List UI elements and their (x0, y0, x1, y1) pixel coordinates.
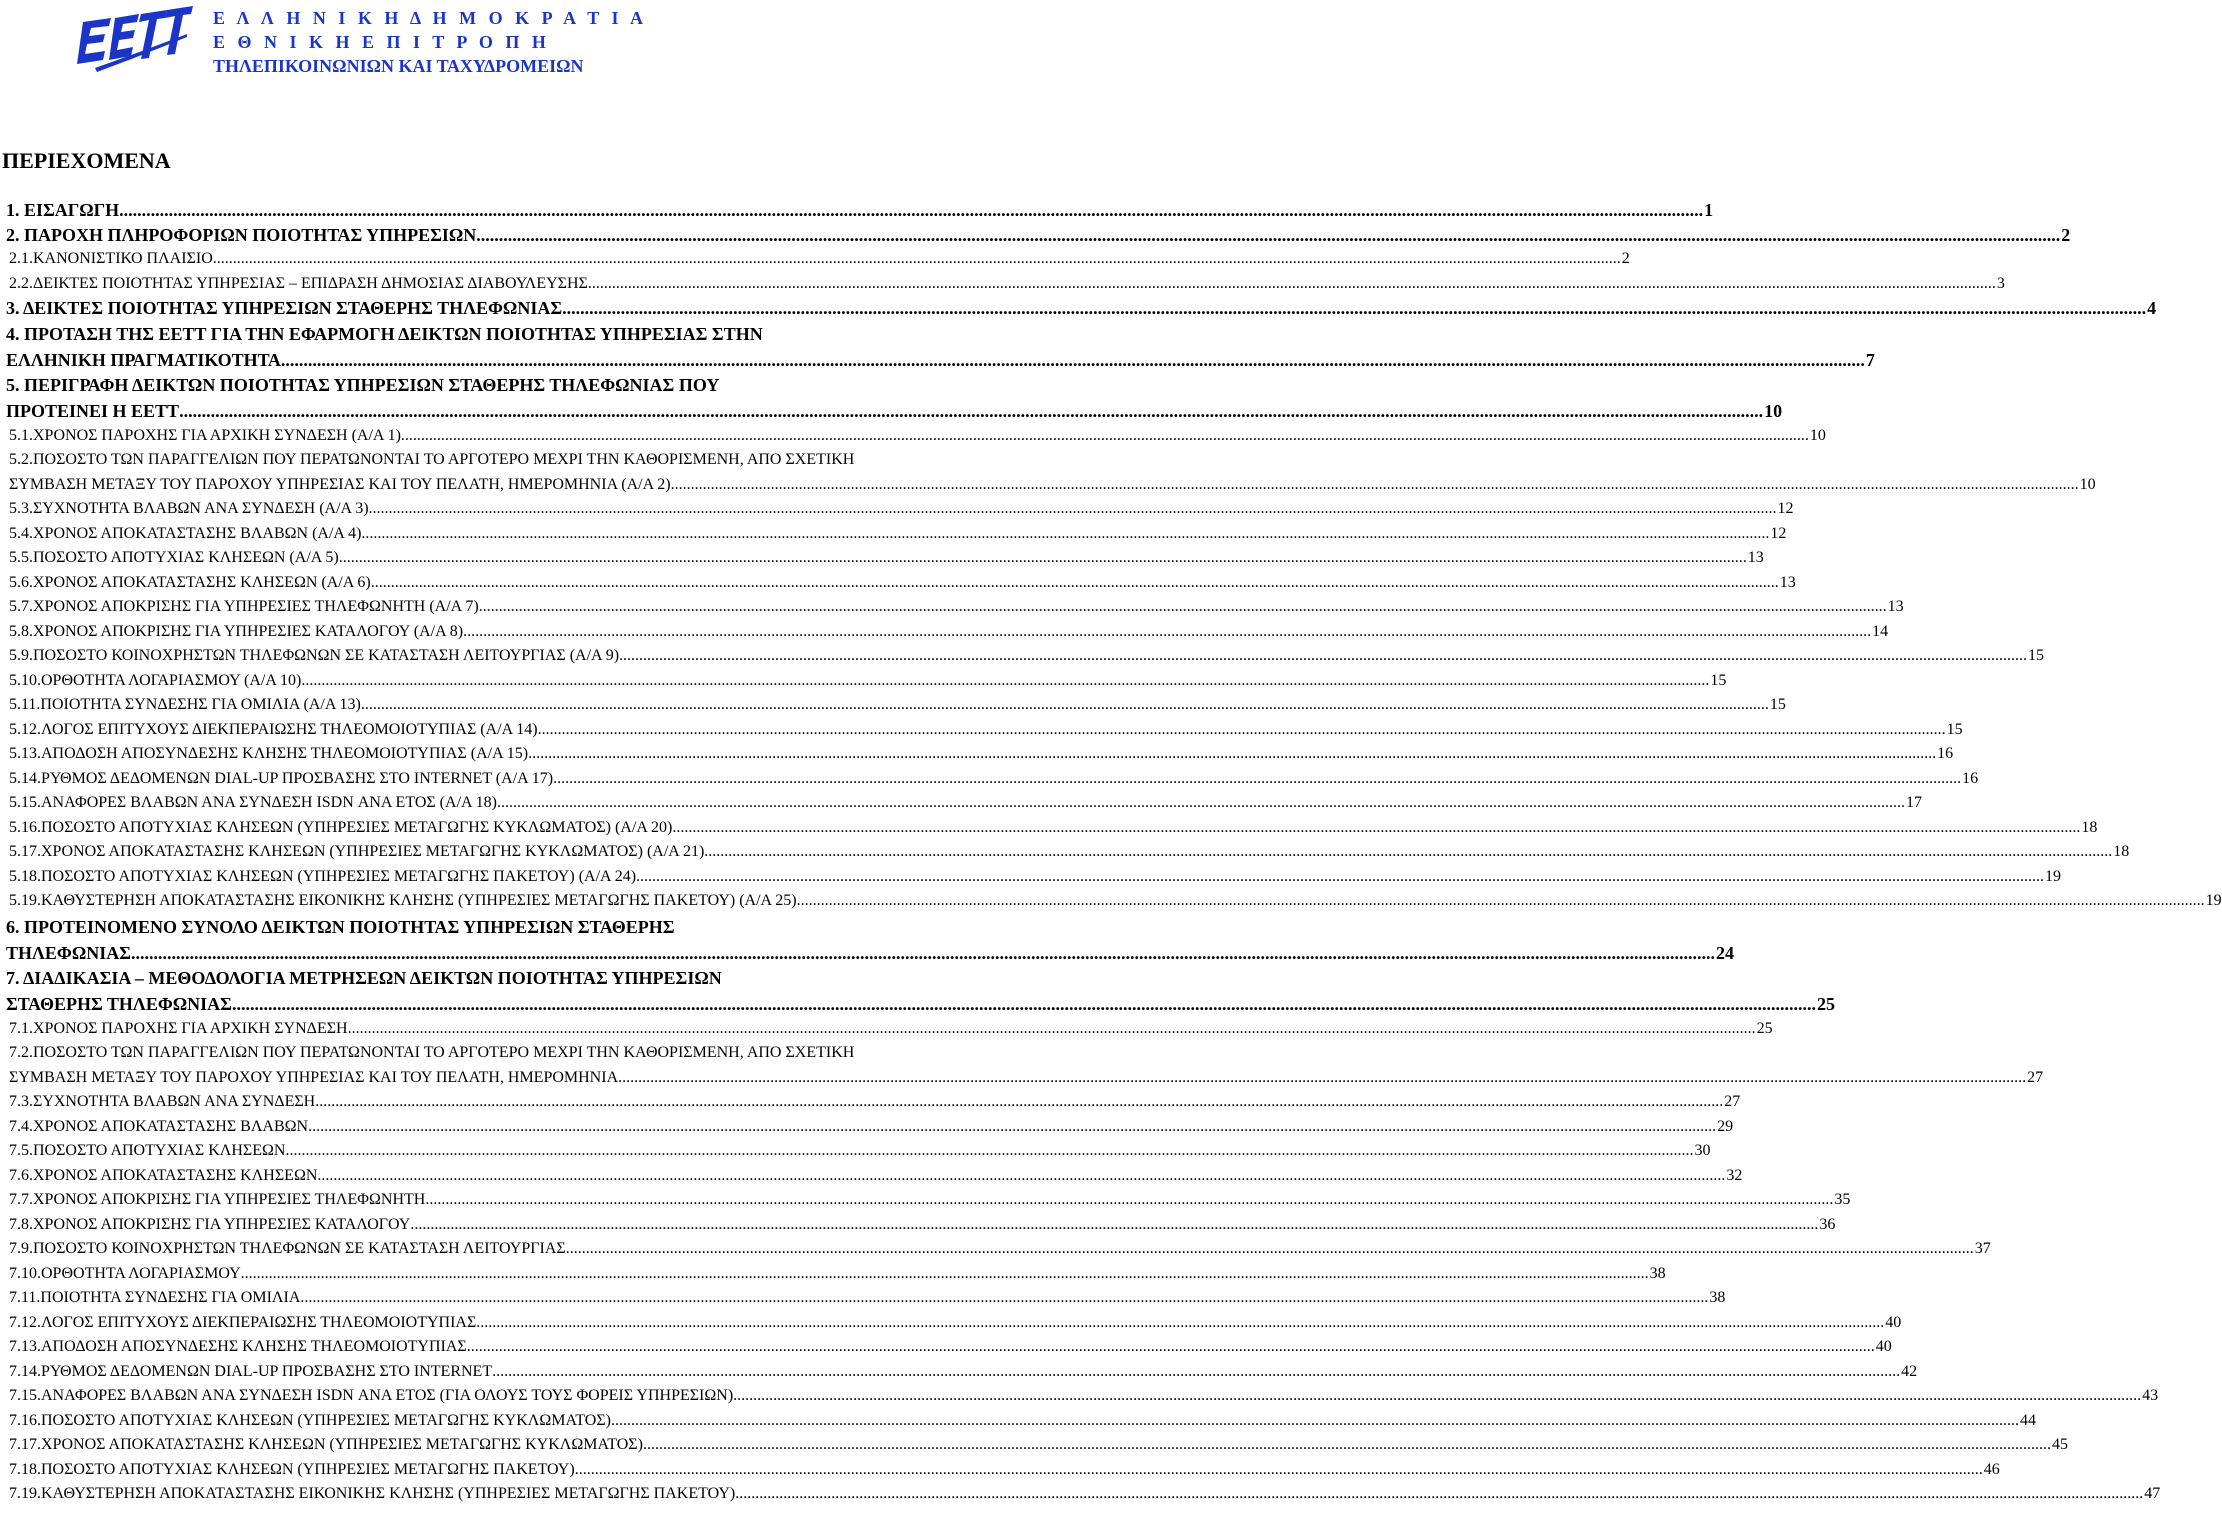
toc-entry[interactable] (0, 1041, 2044, 1090)
toc-page-number: 32 (1726, 1166, 1743, 1184)
dot-leader (618, 1066, 2026, 1091)
toc-entry[interactable] (0, 1360, 1918, 1385)
toc-entry[interactable] (0, 522, 1787, 547)
toc-page-number: 35 (1834, 1191, 1851, 1208)
toc-entry-label: 5.3.ΣΥΧΝΟΤΗΤΑ ΒΛΑΒΩΝ ΑΝΑ ΣΥΝΔΕΣΗ (Α/Α 3) (9, 500, 369, 517)
toc-entry[interactable] (0, 1213, 1836, 1238)
dot-leader (119, 198, 1703, 223)
toc-entry-label: 7.5.ΠΟΣΟΣΤΟ ΑΠΟΤΥΧΙΑΣ ΚΛΗΣΕΩΝ (9, 1142, 286, 1159)
toc-page-number: 16 (1937, 745, 1954, 762)
document-header (0, 0, 960, 90)
toc-entry-label: 2. ΠΑΡΟΧΗ ΠΛΗΡΟΦΟΡΙΩΝ ΠΟΙΟΤΗΤΑΣ ΥΠΗΡΕΣΙΩΝ (6, 224, 477, 245)
toc-entry[interactable] (0, 1311, 1902, 1336)
toc-entry-label: 5.11.ΠΟΙΟΤΗΤΑ ΣΥΝΔΕΣΗΣ ΓΙΑ ΟΜΙΛΙΑ (Α/Α 13) (9, 696, 361, 713)
dot-leader (369, 497, 1777, 522)
toc-entry[interactable] (0, 1458, 2000, 1483)
dot-leader (704, 840, 2112, 865)
toc-page-number: 27 (2027, 1068, 2044, 1086)
dot-leader (463, 620, 1871, 645)
dot-leader (553, 767, 1961, 792)
toc-entry-label: 7.10.ΟΡΘΟΤΗΤΑ ΛΟΓΑΡΙΑΣΜΟΥ (9, 1264, 241, 1282)
toc-page-number: 17 (1906, 794, 1923, 811)
dot-leader (643, 1433, 2051, 1458)
toc-entry-label: 7.13.ΑΠΟΔΟΣΗ ΑΠΟΣΥΝΔΕΣΗΣ ΚΛΗΣΗΣ ΤΗΛΕΟΜΟΙΟΤΥΠΙΑΣ (9, 1338, 467, 1355)
toc-entry-label-line1: 7. ΔΙΑΔΙΚΑΣΙΑ – ΜΕΘΟΔΟΛΟΓΙΑ ΜΕΤΡΗΣΕΩΝ ΔΕΙΚΤΩΝ ΠΟΙΟΤΗΤΑΣ ΥΠΗΡΕΣΙΩΝ (6, 968, 722, 988)
toc-page-number: 19 (2045, 867, 2062, 885)
toc-entry[interactable] (0, 1433, 2068, 1458)
toc-entry-label: 5.9.ΠΟΣΟΣΤΟ ΚΟΙΝΟΧΡΗΣΤΩΝ ΤΗΛΕΦΩΝΩΝ ΣΕ ΚΑΤΑΣΤΑΣΗ ΛΕΙΤΟΥΡΓΙΑΣ (Α/Α 9) (9, 647, 620, 664)
toc-page-number: 19 (2205, 892, 2222, 909)
toc-page-number: 16 (1962, 769, 1979, 787)
toc-page-number: 15 (1710, 671, 1727, 689)
dot-leader (232, 992, 1816, 1017)
dot-leader (315, 1090, 1723, 1115)
toc-entry[interactable] (0, 571, 1796, 596)
toc-entry-label: 7.17.ΧΡΟΝΟΣ ΑΠΟΚΑΤΑΣΤΑΣΗΣ ΚΛΗΣΕΩΝ (ΥΠΗΡΕΣΙΕΣ ΜΕΤΑΓΩΓΗΣ ΚΥΚΛΩΜΑΤΟΣ) (9, 1436, 643, 1453)
toc-page-number: 1 (1704, 200, 1714, 220)
toc-page-number: 15 (1769, 696, 1786, 713)
dot-leader (671, 473, 2079, 498)
dot-leader (348, 1017, 1756, 1042)
dot-leader (528, 742, 1936, 767)
toc-page-number: 18 (2113, 843, 2130, 860)
dot-leader (735, 1482, 2143, 1507)
toc-entry-label-line2: ΣΥΜΒΑΣΗ ΜΕΤΑΞΥ ΤΟΥ ΠΑΡΟΧΟΥ ΥΠΗΡΕΣΙΑΣ ΚΑΙ ΤΟΥ ΠΕΛΑΤΗ, ΗΜΕΡΟΜΗΝΙΑ (Α/Α 2) (9, 475, 671, 493)
toc-entry[interactable] (0, 1384, 2159, 1409)
dot-leader (213, 247, 1621, 272)
toc-page-number: 2 (2061, 224, 2071, 245)
table-of-contents (0, 198, 2222, 1507)
toc-page-number: 47 (2144, 1485, 2161, 1502)
toc-page-number: 18 (2081, 818, 2098, 836)
toc-entry-label-line1: 6. ΠΡΟΤΕΙΝΟΜΕΝΟ ΣΥΝΟΛΟ ΔΕΙΚΤΩΝ ΠΟΙΟΤΗΤΑΣ ΥΠΗΡΕΣΙΩΝ ΣΤΑΘΕΡΗΣ (6, 916, 675, 937)
dot-leader (361, 693, 1769, 718)
toc-page-number: 44 (2019, 1411, 2036, 1429)
toc-page-number: 12 (1777, 500, 1794, 517)
toc-page-number: 14 (1872, 622, 1889, 640)
toc-entry-label: 7.3.ΣΥΧΝΟΤΗΤΑ ΒΛΑΒΩΝ ΑΝΑ ΣΥΝΔΕΣΗ (9, 1093, 316, 1110)
toc-page-number: 12 (1770, 524, 1787, 542)
toc-entry[interactable] (0, 247, 1630, 272)
toc-entry-label: 5.14.ΡΥΘΜΟΣ ΔΕΔΟΜΕΝΩΝ DIAL-UP ΠΡΟΣΒΑΣΗΣ ΣΤΟ INTERNET (Α/Α 17) (9, 769, 554, 787)
toc-entry-label: 1. ΕΙΣΑΓΩΓΗ (6, 200, 120, 220)
toc-entry[interactable] (0, 1286, 1726, 1311)
toc-entry[interactable] (0, 742, 1954, 767)
eett-logo (75, 4, 195, 76)
toc-entry-label-line1: 7.2.ΠΟΣΟΣΤΟ ΤΩΝ ΠΑΡΑΓΓΕΛΙΩΝ ΠΟΥ ΠΕΡΑΤΩΝΟΝΤΑΙ ΤΟ ΑΡΓΟΤΕΡΟ ΜΕΧΡΙ ΤΗΝ ΚΑΘΟΡΙΣΜΕΝΗ, ΑΠΟ ΣΧΕΤΙΚΗ (9, 1044, 855, 1061)
toc-entry[interactable] (0, 497, 1794, 522)
toc-entry-label-line2: ΣΤΑΘΕΡΗΣ ΤΗΛΕΦΩΝΙΑΣ (6, 994, 232, 1014)
toc-entry-label-line2: ΕΛΛΗΝΙΚΗ ΠΡΑΓΜΑΤΙΚΟΤΗΤΑ (6, 349, 281, 370)
toc-entry[interactable] (0, 1164, 1743, 1189)
dot-leader (476, 223, 2060, 248)
dot-leader (575, 1458, 1983, 1483)
toc-entry-label: 7.18.ΠΟΣΟΣΤΟ ΑΠΟΤΥΧΙΑΣ ΚΛΗΣΕΩΝ (ΥΠΗΡΕΣΙΕΣ ΜΕΤΑΓΩΓΗΣ ΠΑΚΕΤΟΥ) (9, 1460, 575, 1478)
dot-leader (308, 1115, 1716, 1140)
dot-leader (588, 272, 1996, 297)
dot-leader (562, 296, 2146, 321)
toc-entry[interactable] (0, 424, 1826, 449)
dot-leader (371, 571, 1779, 596)
toc-entry-label: 5.18.ΠΟΣΟΣΤΟ ΑΠΟΤΥΧΙΑΣ ΚΛΗΣΕΩΝ (ΥΠΗΡΕΣΙΕΣ ΜΕΤΑΓΩΓΗΣ ΠΑΚΕΤΟΥ) (Α/Α 24) (9, 867, 637, 885)
dot-leader (281, 348, 1865, 373)
toc-entry-label: 5.4.ΧΡΟΝΟΣ ΑΠΟΚΑΤΑΣΤΑΣΗΣ ΒΛΑΒΩΝ (Α/Α 4) (9, 524, 362, 542)
dot-leader (131, 941, 1715, 966)
toc-entry[interactable] (0, 321, 1875, 373)
header-committee: Ε Θ Ν Ι Κ Η Ε Π Ι Τ Ρ Ο Π Η (213, 32, 550, 52)
toc-entry-label: 7.9.ΠΟΣΟΣΤΟ ΚΟΙΝΟΧΡΗΣΤΩΝ ΤΗΛΕΦΩΝΩΝ ΣΕ ΚΑΤΑΣΤΑΣΗ ΛΕΙΤΟΥΡΓΙΑΣ (9, 1240, 566, 1257)
toc-entry[interactable] (0, 198, 1714, 223)
toc-entry[interactable] (0, 1139, 1711, 1164)
toc-entry-label-line2: ΣΥΜΒΑΣΗ ΜΕΤΑΞΥ ΤΟΥ ΠΑΡΟΧΟΥ ΥΠΗΡΕΣΙΑΣ ΚΑΙ ΤΟΥ ΠΕΛΑΤΗ, ΗΜΕΡΟΜΗΝΙΑ (9, 1068, 619, 1086)
toc-entry-label: 5.19.ΚΑΘΥΣΤΕΡΗΣΗ ΑΠΟΚΑΤΑΣΤΑΣΗΣ ΕΙΚΟΝΙΚΗΣ ΚΛΗΣΗΣ (ΥΠΗΡΕΣΙΕΣ ΜΕΤΑΓΩΓΗΣ ΠΑΚΕΤΟΥ) (Α/Α 25) (9, 892, 797, 909)
toc-entry-label: 7.8.ΧΡΟΝΟΣ ΑΠΟΚΡΙΣΗΣ ΓΙΑ ΥΠΗΡΕΣΙΕΣ ΚΑΤΑΛΟΓΟΥ (9, 1215, 411, 1233)
toc-page-number: 10 (1764, 401, 1783, 421)
toc-page-number: 25 (1816, 994, 1835, 1014)
toc-page-number: 42 (1901, 1362, 1918, 1380)
toc-page-number: 15 (1946, 720, 1963, 738)
toc-entry-label: 7.1.ΧΡΟΝΟΣ ΠΑΡΟΧΗΣ ΓΙΑ ΑΡΧΙΚΗ ΣΥΝΔΕΣΗ (9, 1019, 348, 1037)
toc-page-number: 15 (2028, 647, 2045, 664)
toc-entry-label: 5.12.ΛΟΓΟΣ ΕΠΙΤΥΧΟΥΣ ΔΙΕΚΠΕΡΑΙΩΣΗΣ ΤΗΛΕΟΜΟΙΟΤΥΠΙΑΣ (Α/Α 14) (9, 720, 538, 738)
toc-page-number: 40 (1875, 1338, 1892, 1355)
toc-page-number: 38 (1709, 1289, 1726, 1306)
dot-leader (479, 595, 1887, 620)
toc-entry[interactable] (0, 718, 1963, 743)
dot-leader (566, 1237, 1974, 1262)
dot-leader (285, 1139, 1693, 1164)
toc-entry[interactable] (0, 272, 2005, 297)
dot-leader (619, 644, 2027, 669)
toc-page-number: 45 (2051, 1436, 2068, 1453)
toc-entry[interactable] (0, 448, 2096, 497)
toc-entry[interactable] (0, 669, 1727, 694)
dot-leader (492, 1360, 1900, 1385)
dot-leader (301, 669, 1709, 694)
toc-entry[interactable] (0, 914, 1735, 966)
toc-entry-label: 5.13.ΑΠΟΔΟΣΗ ΑΠΟΣΥΝΔΕΣΗΣ ΚΛΗΣΗΣ ΤΗΛΕΟΜΟΙΟΤΥΠΙΑΣ (Α/Α 15) (9, 745, 529, 762)
toc-entry-label: 7.12.ΛΟΓΟΣ ΕΠΙΤΥΧΟΥΣ ΔΙΕΚΠΕΡΑΙΩΣΗΣ ΤΗΛΕΟΜΟΙΟΤΥΠΙΑΣ (9, 1313, 477, 1331)
toc-page-number: 3 (1996, 274, 2005, 292)
toc-entry-label: 5.10.ΟΡΘΟΤΗΤΑ ΛΟΓΑΡΙΑΣΜΟΥ (Α/Α 10) (9, 671, 302, 689)
toc-entry[interactable] (0, 1482, 2161, 1507)
toc-page-number: 13 (1779, 573, 1796, 591)
toc-page-number: 37 (1974, 1240, 1991, 1257)
header-text (213, 6, 647, 78)
toc-entry[interactable] (0, 840, 2130, 865)
toc-entry[interactable] (0, 223, 2071, 248)
dot-leader (797, 889, 2205, 914)
toc-page-number: 13 (1747, 549, 1764, 566)
toc-entry-label-line1: 4. ΠΡΟΤΑΣΗ ΤΗΣ ΕΕΤΤ ΓΙΑ ΤΗΝ ΕΦΑΡΜΟΓΗ ΔΕΙΚΤΩΝ ΠΟΙΟΤΗΤΑΣ ΥΠΗΡΕΣΙΑΣ ΣΤΗΝ (6, 323, 763, 344)
toc-entry[interactable] (0, 1115, 1734, 1140)
toc-entry-label: 7.6.ΧΡΟΝΟΣ ΑΠΟΚΑΤΑΣΤΑΣΗΣ ΚΛΗΣΕΩΝ (9, 1166, 318, 1184)
toc-entry[interactable] (0, 620, 1889, 645)
toc-entry-label: 5.17.ΧΡΟΝΟΣ ΑΠΟΚΑΤΑΣΤΑΣΗΣ ΚΛΗΣΕΩΝ (ΥΠΗΡΕΣΙΕΣ ΜΕΤΑΓΩΓΗΣ ΚΥΚΛΩΜΑΤΟΣ) (Α/Α 21) (9, 843, 705, 860)
toc-page-number: 7 (1865, 349, 1875, 370)
dot-leader (425, 1188, 1833, 1213)
dot-leader (467, 1335, 1875, 1360)
toc-entry-label: 5.1.ΧΡΟΝΟΣ ΠΑΡΟΧΗΣ ΓΙΑ ΑΡΧΙΚΗ ΣΥΝΔΕΣΗ (Α/Α 1) (9, 426, 401, 444)
toc-entry[interactable] (0, 1090, 1741, 1115)
header-authority: ΤΗΛΕΠΙΚΟΙΝΩΝΙΩΝ ΚΑΙ ΤΑΧΥΔΡΟΜΕΙΩΝ (213, 56, 584, 76)
dot-leader (538, 718, 1946, 743)
toc-entry-label: 7.19.ΚΑΘΥΣΤΕΡΗΣΗ ΑΠΟΚΑΤΑΣΤΑΣΗΣ ΕΙΚΟΝΙΚΗΣ ΚΛΗΣΗΣ (ΥΠΗΡΕΣΙΕΣ ΜΕΤΑΓΩΓΗΣ ΠΑΚΕΤΟΥ) (9, 1485, 736, 1502)
toc-entry-label: 7.14.ΡΥΘΜΟΣ ΔΕΔΟΜΕΝΩΝ DIAL-UP ΠΡΟΣΒΑΣΗΣ ΣΤΟ INTERNET (9, 1362, 493, 1380)
toc-entry[interactable] (0, 1335, 1892, 1360)
toc-entry[interactable] (0, 816, 2098, 841)
toc-entry[interactable] (0, 791, 1923, 816)
dot-leader (733, 1384, 2141, 1409)
toc-page-number: 38 (1649, 1264, 1666, 1282)
toc-entry-label: 7.7.ΧΡΟΝΟΣ ΑΠΟΚΡΙΣΗΣ ΓΙΑ ΥΠΗΡΕΣΙΕΣ ΤΗΛΕΦΩΝΗΤΗ (9, 1191, 426, 1208)
toc-entry-label: 5.16.ΠΟΣΟΣΤΟ ΑΠΟΤΥΧΙΑΣ ΚΛΗΣΕΩΝ (ΥΠΗΡΕΣΙΕΣ ΜΕΤΑΓΩΓΗΣ ΚΥΚΛΩΜΑΤΟΣ) (Α/Α 20) (9, 818, 673, 836)
dot-leader (476, 1311, 1884, 1336)
dot-leader (361, 522, 1769, 547)
toc-entry[interactable] (0, 1237, 1991, 1262)
toc-page-number: 2 (1621, 250, 1630, 267)
toc-entry-label: 5.5.ΠΟΣΟΣΤΟ ΑΠΟΤΥΧΙΑΣ ΚΛΗΣΕΩΝ (Α/Α 5) (9, 549, 339, 566)
toc-entry[interactable] (0, 644, 2045, 669)
toc-page-number: 25 (1756, 1019, 1773, 1037)
toc-entry[interactable] (0, 889, 2222, 914)
toc-entry-label: 5.8.ΧΡΟΝΟΣ ΑΠΟΚΡΙΣΗΣ ΓΙΑ ΥΠΗΡΕΣΙΕΣ ΚΑΤΑΛΟΓΟΥ (Α/Α 8) (9, 622, 464, 640)
toc-page-number: 30 (1694, 1142, 1711, 1159)
dot-leader (401, 424, 1809, 449)
toc-entry[interactable] (0, 1017, 1773, 1042)
toc-entry-label: 5.6.ΧΡΟΝΟΣ ΑΠΟΚΑΤΑΣΤΑΣΗΣ ΚΛΗΣΕΩΝ (Α/Α 6) (9, 573, 371, 591)
toc-entry[interactable] (0, 1262, 1666, 1287)
toc-page-number: 13 (1887, 598, 1904, 615)
toc-entry-label: 7.4.ΧΡΟΝΟΣ ΑΠΟΚΑΤΑΣΤΑΣΗΣ ΒΛΑΒΩΝ (9, 1117, 309, 1135)
toc-entry-label: 2.2.ΔΕΙΚΤΕΣ ΠΟΙΟΤΗΤΑΣ ΥΠΗΡΕΣΙΑΣ – ΕΠΙΔΡΑΣΗ ΔΗΜΟΣΙΑΣ ΔΙΑΒΟΥΛΕΥΣΗΣ (9, 274, 588, 292)
header-country: Ε Λ Λ Η Ν Ι Κ Η Δ Η Μ Ο Κ Ρ Α Τ Ι Α (213, 8, 648, 28)
toc-page-number: 46 (1983, 1460, 2000, 1478)
toc-entry-label: 7.11.ΠΟΙΟΤΗΤΑ ΣΥΝΔΕΣΗΣ ΓΙΑ ΟΜΙΛΙΑ (9, 1289, 301, 1306)
dot-leader (300, 1286, 1708, 1311)
toc-page-number: 40 (1885, 1313, 1902, 1331)
toc-page-number: 10 (2079, 475, 2096, 493)
toc-page-number: 27 (1724, 1093, 1741, 1110)
toc-entry-label: 5.7.ΧΡΟΝΟΣ ΑΠΟΚΡΙΣΗΣ ΓΙΑ ΥΠΗΡΕΣΙΕΣ ΤΗΛΕΦΩΝΗΤΗ (Α/Α 7) (9, 598, 479, 615)
toc-page-number: 24 (1716, 942, 1735, 963)
dot-leader (497, 791, 1905, 816)
toc-entry[interactable] (0, 595, 1904, 620)
dot-leader (179, 399, 1763, 424)
toc-entry[interactable] (0, 1188, 1851, 1213)
toc-entry-label-line1: 5.2.ΠΟΣΟΣΤΟ ΤΩΝ ΠΑΡΑΓΓΕΛΙΩΝ ΠΟΥ ΠΕΡΑΤΩΝΟΝΤΑΙ ΤΟ ΑΡΓΟΤΕΡΟ ΜΕΧΡΙ ΤΗΝ ΚΑΘΟΡΙΣΜΕΝΗ, ΑΠΟ ΣΧΕΤΙΚΗ (9, 451, 855, 468)
page-title: ΠΕΡΙΕΧΟΜΕΝΑ (2, 148, 171, 173)
toc-entry[interactable] (0, 965, 1835, 1017)
toc-entry-label: 5.15.ΑΝΑΦΟΡΕΣ ΒΛΑΒΩΝ ΑΝΑ ΣΥΝΔΕΣΗ ISDN ΑΝΑ ΕΤΟΣ (Α/Α 18) (9, 794, 498, 811)
toc-entry-label-line2: ΤΗΛΕΦΩΝΙΑΣ (6, 942, 132, 963)
toc-entry[interactable] (0, 693, 1786, 718)
dot-leader (672, 816, 2080, 841)
dot-leader (410, 1213, 1818, 1238)
toc-entry-label: 7.16.ΠΟΣΟΣΤΟ ΑΠΟΤΥΧΙΑΣ ΚΛΗΣΕΩΝ (ΥΠΗΡΕΣΙΕΣ ΜΕΤΑΓΩΓΗΣ ΚΥΚΛΩΜΑΤΟΣ) (9, 1411, 611, 1429)
toc-page-number: 29 (1717, 1117, 1734, 1135)
toc-page-number: 10 (1809, 426, 1826, 444)
toc-entry-label-line1: 5. ΠΕΡΙΓΡΑΦΗ ΔΕΙΚΤΩΝ ΠΟΙΟΤΗΤΑΣ ΥΠΗΡΕΣΙΩΝ ΣΤΑΘΕΡΗΣ ΤΗΛΕΦΩΝΙΑΣ ΠΟΥ (6, 375, 720, 395)
toc-entry[interactable] (0, 296, 2157, 321)
toc-entry[interactable] (0, 372, 1783, 424)
toc-entry-label: 3. ΔΕΙΚΤΕΣ ΠΟΙΟΤΗΤΑΣ ΥΠΗΡΕΣΙΩΝ ΣΤΑΘΕΡΗΣ ΤΗΛΕΦΩΝΙΑΣ (6, 298, 563, 318)
dot-leader (241, 1262, 1649, 1287)
toc-entry-label: 7.15.ΑΝΑΦΟΡΕΣ ΒΛΑΒΩΝ ΑΝΑ ΣΥΝΔΕΣΗ ISDN ΑΝΑ ΕΤΟΣ (ΓΙΑ ΟΛΟΥΣ ΤΟΥΣ ΦΟΡΕΙΣ ΥΠΗΡΕΣΙΩΝ) (9, 1387, 734, 1404)
toc-entry[interactable] (0, 865, 2062, 890)
dot-leader (636, 865, 2044, 890)
toc-entry[interactable] (0, 546, 1764, 571)
dot-leader (317, 1164, 1725, 1189)
toc-entry-label: 2.1.ΚΑΝΟΝΙΣΤΙΚΟ ΠΛΑΙΣΙΟ (9, 250, 213, 267)
dot-leader (611, 1409, 2019, 1434)
toc-entry[interactable] (0, 1409, 2036, 1434)
toc-page-number: 43 (2142, 1387, 2159, 1404)
dot-leader (339, 546, 1747, 571)
toc-page-number: 36 (1819, 1215, 1836, 1233)
toc-page-number: 4 (2147, 298, 2157, 318)
toc-entry-label-line2: ΠΡΟΤΕΙΝΕΙ Η ΕΕΤΤ (6, 401, 180, 421)
toc-entry[interactable] (0, 767, 1979, 792)
